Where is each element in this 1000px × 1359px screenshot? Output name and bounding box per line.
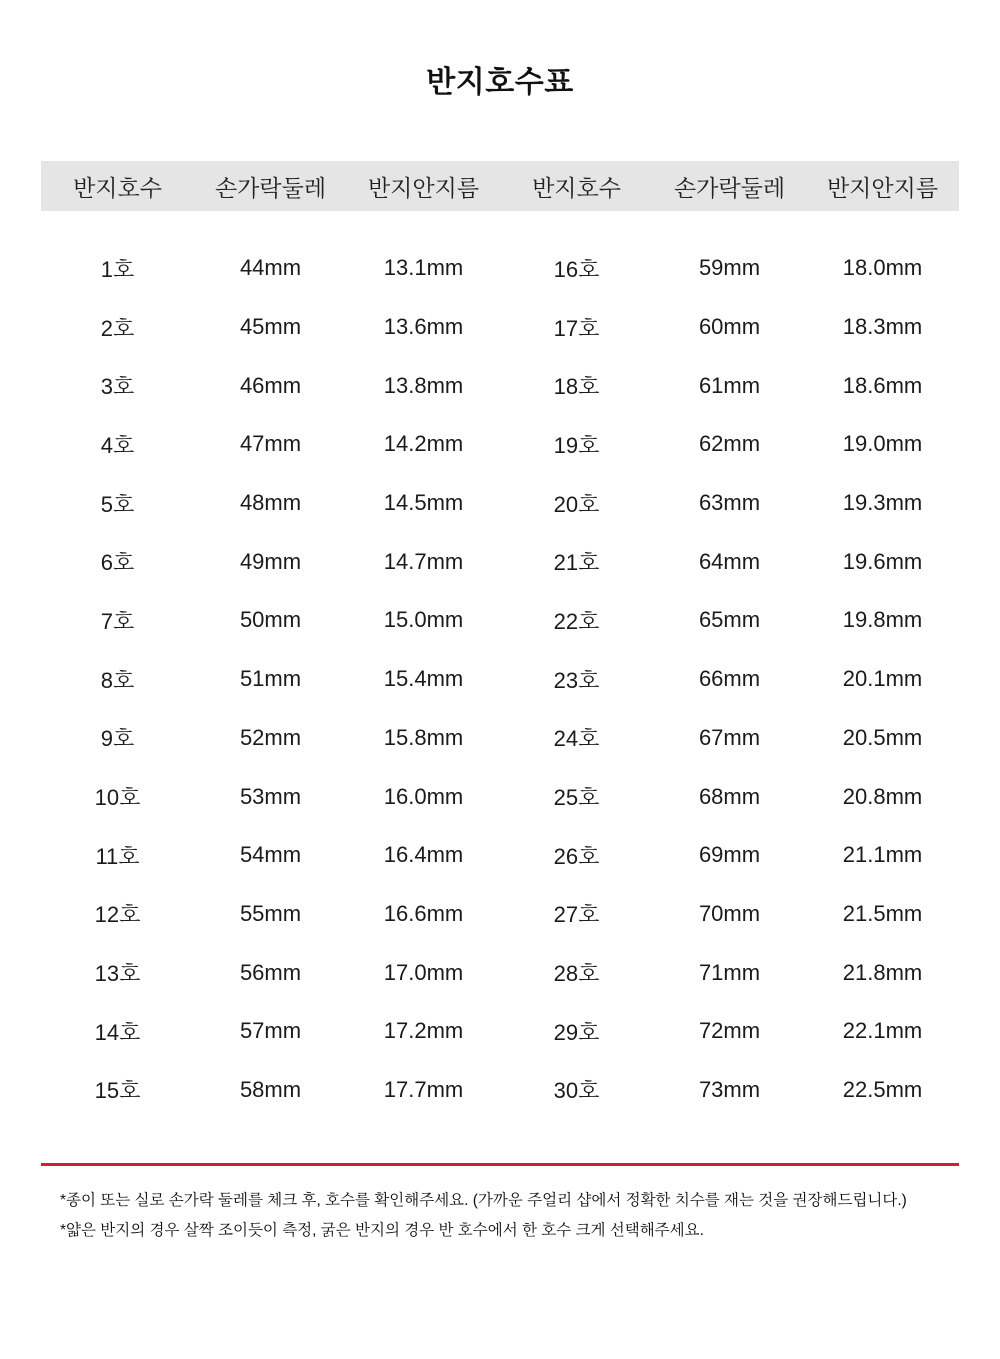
inner-diameter-cell: 19.6mm [842, 548, 923, 574]
inner-diameter-cell: 20.1mm [842, 666, 923, 692]
inner-diameter-cell: 15.4mm [383, 666, 464, 692]
inner-diameter-cell: 16.6mm [383, 900, 464, 926]
circumference-cell: 55mm [239, 900, 302, 926]
ring-size-cell: 29호 [553, 1019, 600, 1045]
ring-size-cell: 11호 [95, 843, 140, 869]
table-row [41, 650, 959, 709]
circumference-cell: 63mm [698, 490, 761, 516]
note-line: *얇은 반지의 경우 살짝 조이듯이 측정, 굵은 반지의 경우 반 호수에서 한 호수 크게 선택해주세요. [60, 1222, 704, 1240]
circumference-cell: 57mm [239, 1018, 302, 1044]
inner-diameter-cell: 15.8mm [383, 724, 464, 750]
ring-size-cell: 13호 [94, 961, 141, 987]
inner-diameter-cell: 17.7mm [383, 1076, 464, 1102]
table-row [41, 767, 959, 826]
size-table-body [41, 239, 959, 1119]
ring-size-cell: 20호 [553, 491, 600, 517]
circumference-cell: 70mm [698, 900, 761, 926]
ring-size-cell: 25호 [553, 785, 600, 811]
table-row [41, 474, 959, 533]
table-row [41, 591, 959, 650]
inner-diameter-cell: 19.0mm [842, 431, 923, 457]
inner-diameter-cell: 15.0mm [383, 607, 464, 633]
inner-diameter-cell: 13.8mm [383, 372, 464, 398]
circumference-cell: 73mm [698, 1076, 761, 1102]
ring-size-cell: 4호 [100, 432, 135, 458]
inner-diameter-cell: 16.0mm [383, 783, 464, 809]
ring-size-cell: 23호 [553, 667, 600, 693]
table-row [41, 709, 959, 768]
inner-diameter-cell: 18.6mm [842, 372, 923, 398]
circumference-cell: 52mm [239, 724, 302, 750]
inner-diameter-cell: 17.0mm [383, 959, 464, 985]
circumference-cell: 65mm [698, 607, 761, 633]
ring-size-cell: 1호 [100, 256, 135, 282]
page-title: 반지호수표 [426, 66, 574, 99]
ring-size-cell: 26호 [553, 843, 600, 869]
inner-diameter-cell: 14.5mm [383, 490, 464, 516]
ring-size-cell: 21호 [553, 550, 600, 576]
ring-size-cell: 18호 [553, 374, 600, 400]
ring-size-cell: 8호 [100, 667, 135, 693]
table-row [41, 1061, 959, 1120]
circumference-cell: 54mm [239, 842, 302, 868]
circumference-cell: 58mm [239, 1076, 302, 1102]
ring-size-cell: 9호 [100, 726, 135, 752]
table-row [41, 826, 959, 885]
table-row [41, 415, 959, 474]
column-header-inner-diameter: 반지안지름 [367, 174, 480, 201]
circumference-cell: 71mm [698, 959, 761, 985]
inner-diameter-cell: 14.7mm [383, 548, 464, 574]
circumference-cell: 60mm [698, 314, 761, 340]
inner-diameter-cell: 21.5mm [842, 900, 923, 926]
ring-size-cell: 14호 [94, 1019, 141, 1045]
inner-diameter-cell: 21.8mm [842, 959, 923, 985]
ring-size-cell: 12호 [94, 902, 141, 928]
ring-size-cell: 15호 [94, 1078, 141, 1104]
ring-size-cell: 24호 [553, 726, 600, 752]
circumference-cell: 67mm [698, 724, 761, 750]
ring-size-cell: 17호 [553, 315, 600, 341]
ring-size-cell: 16호 [553, 256, 600, 282]
inner-diameter-cell: 22.1mm [842, 1018, 923, 1044]
table-header-row [41, 161, 959, 211]
inner-diameter-cell: 13.1mm [383, 255, 464, 281]
circumference-cell: 46mm [239, 372, 302, 398]
circumference-cell: 64mm [698, 548, 761, 574]
ring-size-cell: 3호 [100, 374, 135, 400]
circumference-cell: 56mm [239, 959, 302, 985]
circumference-cell: 51mm [239, 666, 302, 692]
table-row [41, 356, 959, 415]
table-row [41, 239, 959, 298]
inner-diameter-cell: 22.5mm [842, 1076, 923, 1102]
column-header-ring-size: 반지호수 [532, 174, 621, 201]
circumference-cell: 69mm [698, 842, 761, 868]
ring-size-cell: 28호 [553, 961, 600, 987]
ring-size-cell: 5호 [100, 491, 135, 517]
ring-size-cell: 30호 [553, 1078, 600, 1104]
inner-diameter-cell: 18.3mm [842, 314, 923, 340]
circumference-cell: 61mm [698, 372, 761, 398]
circumference-cell: 72mm [698, 1018, 761, 1044]
inner-diameter-cell: 17.2mm [383, 1018, 464, 1044]
inner-diameter-cell: 13.6mm [383, 314, 464, 340]
circumference-cell: 59mm [698, 255, 761, 281]
ring-size-cell: 19호 [553, 432, 600, 458]
table-row [41, 885, 959, 944]
circumference-cell: 68mm [698, 783, 761, 809]
circumference-cell: 50mm [239, 607, 302, 633]
table-row [41, 1002, 959, 1061]
ring-size-cell: 6호 [100, 550, 135, 576]
inner-diameter-cell: 21.1mm [842, 842, 923, 868]
circumference-cell: 48mm [239, 490, 302, 516]
inner-diameter-cell: 18.0mm [842, 255, 923, 281]
inner-diameter-cell: 20.5mm [842, 724, 923, 750]
column-header-circumference: 손가락둘레 [673, 174, 786, 201]
circumference-cell: 49mm [239, 548, 302, 574]
ring-size-cell: 2호 [100, 315, 135, 341]
inner-diameter-cell: 20.8mm [842, 783, 923, 809]
usage-notes [41, 1186, 959, 1246]
ring-size-cell: 27호 [553, 902, 600, 928]
circumference-cell: 66mm [698, 666, 761, 692]
inner-diameter-cell: 14.2mm [383, 431, 464, 457]
note-line: *종이 또는 실로 손가락 둘레를 체크 후, 호수를 확인해주세요. (가까운 주얼리 샵에서 정확한 치수를 재는 것을 권장해드립니다.) [60, 1192, 907, 1210]
red-divider-line [41, 1163, 959, 1166]
circumference-cell: 53mm [239, 783, 302, 809]
ring-size-cell: 7호 [100, 608, 135, 634]
column-header-circumference: 손가락둘레 [214, 174, 327, 201]
column-header-inner-diameter: 반지안지름 [826, 174, 939, 201]
inner-diameter-cell: 19.3mm [842, 490, 923, 516]
table-row [41, 532, 959, 591]
table-row [41, 943, 959, 1002]
ring-size-table [41, 161, 959, 1119]
circumference-cell: 45mm [239, 314, 302, 340]
table-row [41, 298, 959, 357]
ring-size-cell: 10호 [94, 785, 141, 811]
column-header-ring-size: 반지호수 [73, 174, 162, 201]
circumference-cell: 47mm [239, 431, 302, 457]
inner-diameter-cell: 19.8mm [842, 607, 923, 633]
circumference-cell: 62mm [698, 431, 761, 457]
inner-diameter-cell: 16.4mm [383, 842, 464, 868]
circumference-cell: 44mm [239, 255, 302, 281]
ring-size-cell: 22호 [553, 608, 600, 634]
